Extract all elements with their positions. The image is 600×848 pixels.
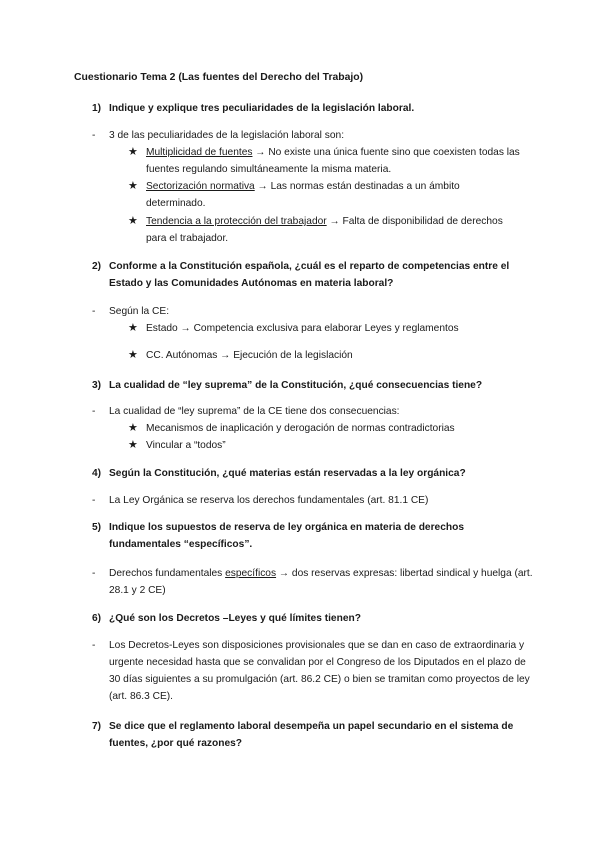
star-icon: ★ (128, 349, 138, 361)
question-5 (92, 519, 529, 553)
question-1 (92, 100, 529, 117)
bullet-text: CC. Autónomas → Ejecución de la legislación (146, 350, 353, 361)
bullet-item (128, 420, 520, 437)
question-text: Conforme a la Constitución española, ¿cuál es el reparto de competencias entre el Estado y las Comunidades Autónomas en materia laboral? (109, 261, 510, 289)
bullet-item (128, 437, 520, 454)
star-icon: ★ (128, 422, 138, 434)
bullet-text: Vincular a “todos” (146, 440, 226, 451)
question-7 (92, 718, 529, 752)
dash-bullet: - (92, 640, 96, 651)
answer-4 (92, 492, 535, 509)
answer-text: Derechos fundamentales (109, 568, 226, 579)
bullet-text: → Las normas están destinadas a un ámbito determinado. (146, 181, 460, 209)
star-icon: ★ (128, 146, 138, 158)
question-text: Indique y explique tres peculiaridades de la legislación laboral. (109, 103, 415, 114)
answer-text: La cualidad de “ley suprema” de la CE tiene dos consecuencias: (109, 406, 400, 417)
question-number: 5) (92, 522, 102, 533)
answer-text: 3 de las peculiaridades de la legislación laboral son: (109, 130, 345, 141)
bullet-item (128, 347, 520, 364)
question-2 (92, 258, 529, 292)
dash-bullet: - (92, 406, 96, 417)
question-text: La cualidad de “ley suprema” de la Constitución, ¿qué consecuencias tiene? (109, 380, 483, 391)
question-number: 7) (92, 721, 102, 732)
question-6 (92, 610, 529, 627)
answer-text: La Ley Orgánica se reserva los derechos fundamentales (art. 81.1 CE) (109, 495, 429, 506)
dash-bullet: - (92, 306, 96, 317)
question-text: Indique los supuestos de reserva de ley orgánica en materia de derechos fundamentales “específicos”. (109, 522, 464, 550)
answer-3 (92, 403, 535, 420)
bullet-text: Mecanismos de inaplicación y derogación de normas contradictorias (146, 423, 455, 434)
answer-text: → dos reservas expresas: libertad sindical y huelga (art. 28.1 y 2 CE) (109, 568, 533, 596)
dash-bullet: - (92, 568, 96, 579)
star-icon: ★ (128, 180, 138, 192)
answer-term: específicos (225, 568, 277, 579)
bullet-term: Multiplicidad de fuentes (146, 147, 253, 158)
question-3 (92, 377, 529, 394)
question-number: 4) (92, 468, 102, 479)
dash-bullet: - (92, 495, 96, 506)
answer-text: Según la CE: (109, 306, 170, 317)
answer-1 (92, 127, 535, 144)
star-icon: ★ (128, 322, 138, 334)
bullet-text: → No existe una única fuente sino que coexisten todas las fuentes regulando simultáneamente la misma materia. (146, 147, 520, 175)
question-number: 6) (92, 613, 102, 624)
bullet-text: → Falta de disponibilidad de derechos para el trabajador. (146, 216, 503, 244)
question-4 (92, 465, 529, 482)
answer-text: Los Decretos-Leyes son disposiciones provisionales que se dan en caso de extraordinaria y urgente necesidad hasta que se convalidan por el Congreso de los Diputados en el plazo de 30 días siguientes a su promulgación (art. 86.2 CE) o bien se tramitan como proyectos de ley (art. 86.3 CE). (109, 640, 530, 702)
question-text: Se dice que el reglamento laboral desempeña un papel secundario en el sistema de fuentes, ¿por qué razones? (109, 721, 514, 749)
answer-6 (92, 637, 535, 705)
answer-2 (92, 303, 535, 320)
bullet-text: Estado → Competencia exclusiva para elaborar Leyes y reglamentos (146, 323, 459, 334)
bullet-item (128, 144, 520, 178)
bullet-term: Sectorización normativa (146, 181, 255, 192)
bullet-item (128, 178, 520, 212)
star-icon: ★ (128, 215, 138, 227)
answer-5 (92, 565, 535, 599)
question-number: 2) (92, 261, 102, 272)
question-number: 1) (92, 103, 102, 114)
star-icon: ★ (128, 439, 138, 451)
question-text: ¿Qué son los Decretos –Leyes y qué límites tienen? (109, 613, 361, 624)
bullet-item (128, 213, 520, 247)
question-number: 3) (92, 380, 102, 391)
page-title: Cuestionario Tema 2 (Las fuentes del Derecho del Trabajo) (74, 72, 364, 83)
dash-bullet: - (92, 130, 96, 141)
question-text: Según la Constitución, ¿qué materias están reservadas a la ley orgánica? (109, 468, 466, 479)
bullet-item (128, 320, 520, 337)
bullet-term: Tendencia a la protección del trabajador (146, 216, 327, 227)
